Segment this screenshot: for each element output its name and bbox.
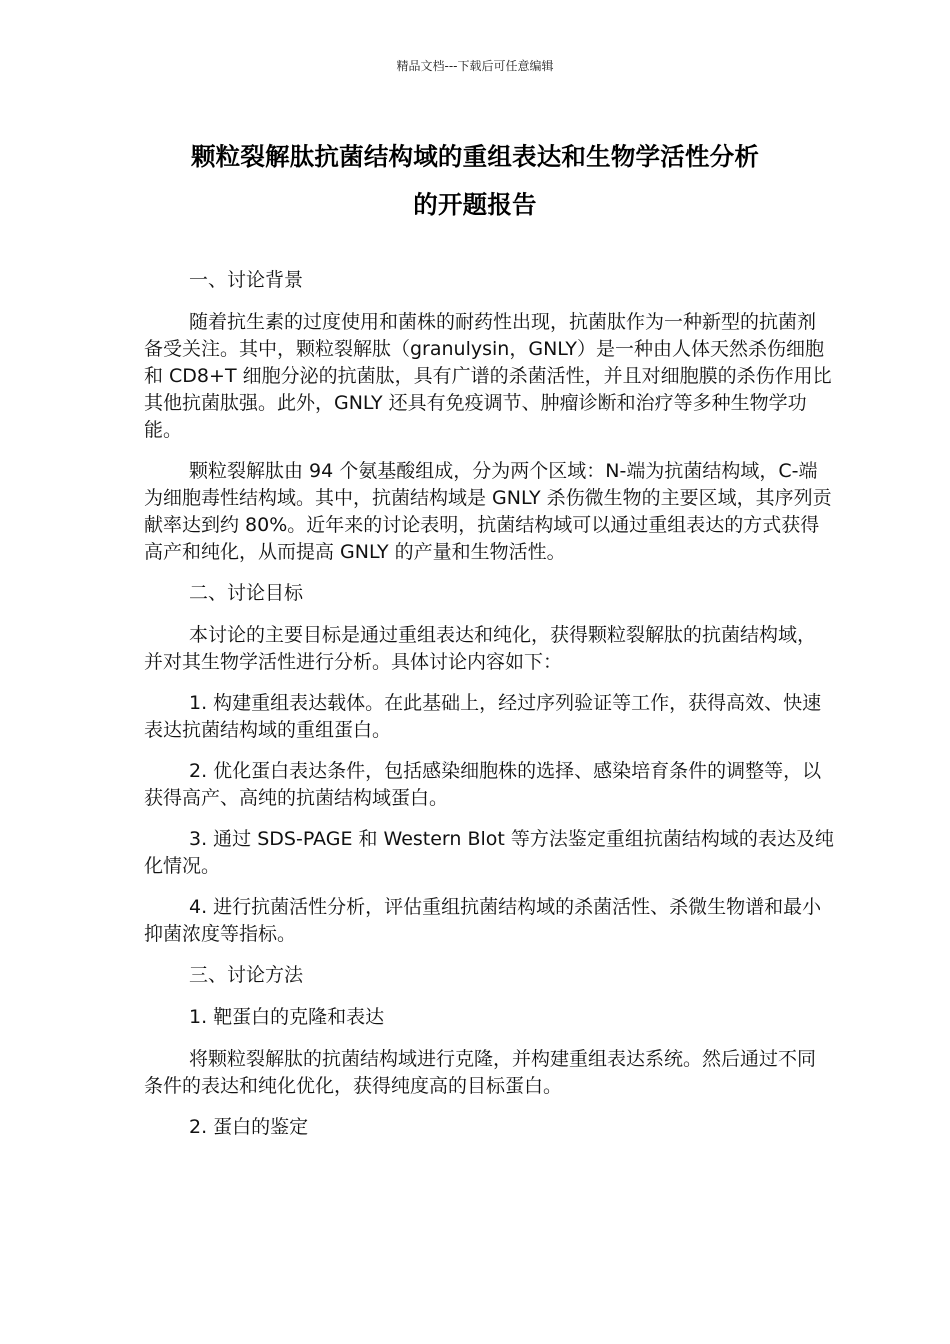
document-title [110, 133, 840, 229]
list-item: 3. 通过 SDS-PAGE 和 Western Blot 等方法鉴定重组抗菌结构域的表达及纯化情况。 [144, 828, 834, 877]
paragraph: 随着抗生素的过度使用和菌株的耐药性出现，抗菌肽作为一种新型的抗菌剂备受关注。其中，颗粒裂解肽（granulysin，GNLY）是一种由人体天然杀伤细胞和 CD8+T 细胞分泌的抗菌肽，具有广谱的杀菌活性，并且对细胞膜的杀伤作用比其他抗菌肽强。此外，GNLY 还具有免疫调节、肿瘤诊断和治疗等多种生物学功能。 [144, 311, 832, 441]
section-heading: 三、讨论方法 [189, 964, 304, 986]
paragraph: 将颗粒裂解肽的抗菌结构域进行克隆，并构建重组表达系统。然后通过不同条件的表达和纯化优化，获得纯度高的目标蛋白。 [144, 1048, 817, 1097]
title-line-2: 的开题报告 [413, 190, 537, 219]
list-item: 2. 优化蛋白表达条件，包括感染细胞株的选择、感染培育条件的调整等，以获得高产、高纯的抗菌结构域蛋白。 [144, 760, 822, 809]
paragraph: 本讨论的主要目标是通过重组表达和纯化，获得颗粒裂解肽的抗菌结构域，并对其生物学活性进行分析。具体讨论内容如下： [144, 624, 817, 673]
header-note: 精品文档---下载后可任意编辑 [396, 59, 554, 73]
paragraph: 颗粒裂解肽由 94 个氨基酸组成，分为两个区域：N-端为抗菌结构域，C-端为细胞毒性结构域。其中，抗菌结构域是 GNLY 杀伤微生物的主要区域，其序列贡献率达到约 80%。近年来的讨论表明，抗菌结构域可以通过重组表达的方式获得高产和纯化，从而提高 GNLY 的产量和生物活性。 [144, 460, 832, 563]
subsection-heading: 1. 靶蛋白的克隆和表达 [189, 1006, 385, 1028]
document-body [144, 267, 834, 1156]
section-heading: 一、讨论背景 [189, 269, 304, 291]
subsection-heading: 2. 蛋白的鉴定 [189, 1116, 309, 1138]
title-line-1: 颗粒裂解肽抗菌结构域的重组表达和生物学活性分析 [190, 142, 760, 171]
list-item: 1. 构建重组表达载体。在此基础上，经过序列验证等工作，获得高效、快速表达抗菌结构域的重组蛋白。 [144, 692, 822, 741]
list-item: 4. 进行抗菌活性分析，评估重组抗菌结构域的杀菌活性、杀微生物谱和最小抑菌浓度等指标。 [144, 896, 822, 945]
section-heading: 二、讨论目标 [189, 582, 304, 604]
